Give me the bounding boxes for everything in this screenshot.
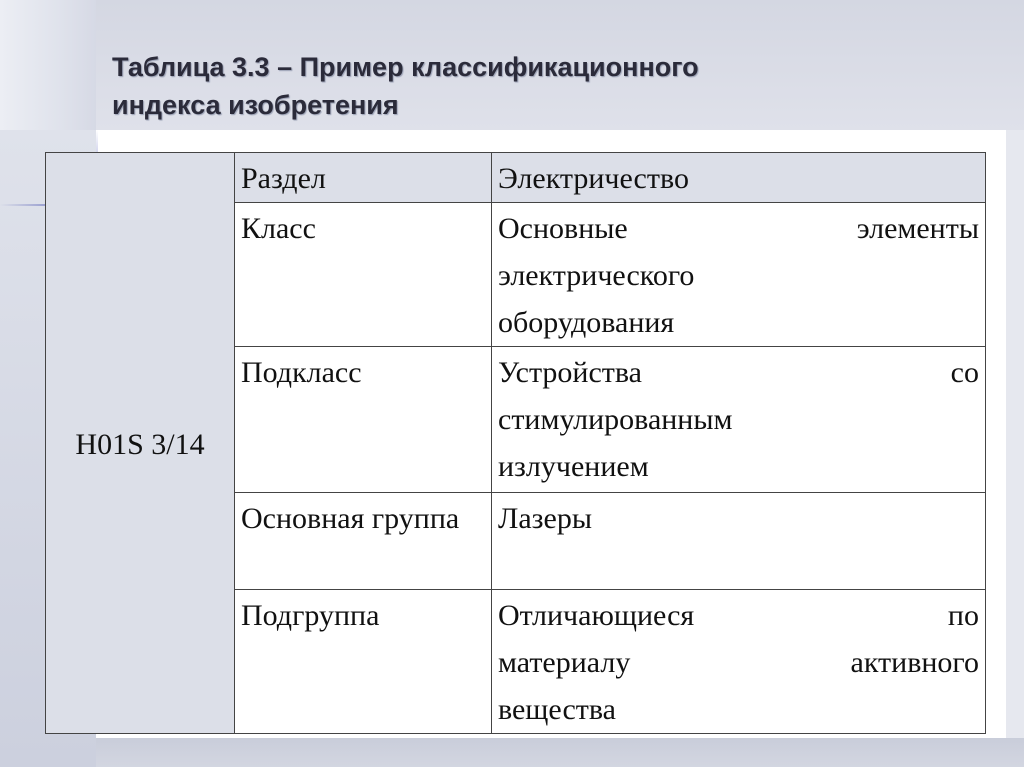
description-line: Электричество — [498, 162, 689, 195]
description-word: материалу активного — [498, 646, 979, 679]
description-line: Лазеры — [498, 502, 592, 535]
level-cell — [235, 493, 492, 590]
description-word: Основные элементы — [498, 212, 979, 245]
description-line-justified — [498, 639, 979, 686]
level-label: Раздел — [241, 162, 326, 195]
slide-title-line-2: индекса изобретения — [112, 90, 399, 120]
description-word: Отличающиеся по — [498, 599, 979, 632]
level-cell — [235, 153, 492, 203]
slide-background-right — [1006, 130, 1024, 738]
description-cell — [492, 153, 986, 203]
description-cell — [492, 347, 986, 493]
description-line-justified — [498, 349, 979, 396]
description-cell — [492, 590, 986, 734]
level-label: Класс — [241, 212, 316, 245]
slide-title — [112, 48, 932, 124]
description-line: излучением — [498, 450, 649, 483]
description-cell — [492, 493, 986, 590]
description-line: электрического — [498, 259, 695, 292]
description-line-justified — [498, 592, 979, 639]
classification-code-cell — [46, 153, 235, 734]
description-line: оборудования — [498, 306, 675, 339]
description-line: вещества — [498, 693, 616, 726]
description-cell — [492, 203, 986, 347]
level-cell — [235, 203, 492, 347]
classification-table — [45, 152, 986, 734]
level-cell — [235, 590, 492, 734]
description-line-justified — [498, 205, 979, 252]
level-label: Основная группа — [241, 502, 460, 535]
level-label: Подгруппа — [241, 599, 380, 632]
classification-code: H01S 3/14 — [75, 427, 205, 461]
level-label: Подкласс — [241, 356, 362, 389]
slide-title-line-1: Таблица 3.3 – Пример классификационного — [112, 52, 699, 82]
level-cell — [235, 347, 492, 493]
description-word: Устройства со — [498, 356, 979, 389]
slide-background-bottom — [96, 738, 1024, 767]
table-row — [46, 153, 986, 203]
description-line: стимулированным — [498, 403, 733, 436]
